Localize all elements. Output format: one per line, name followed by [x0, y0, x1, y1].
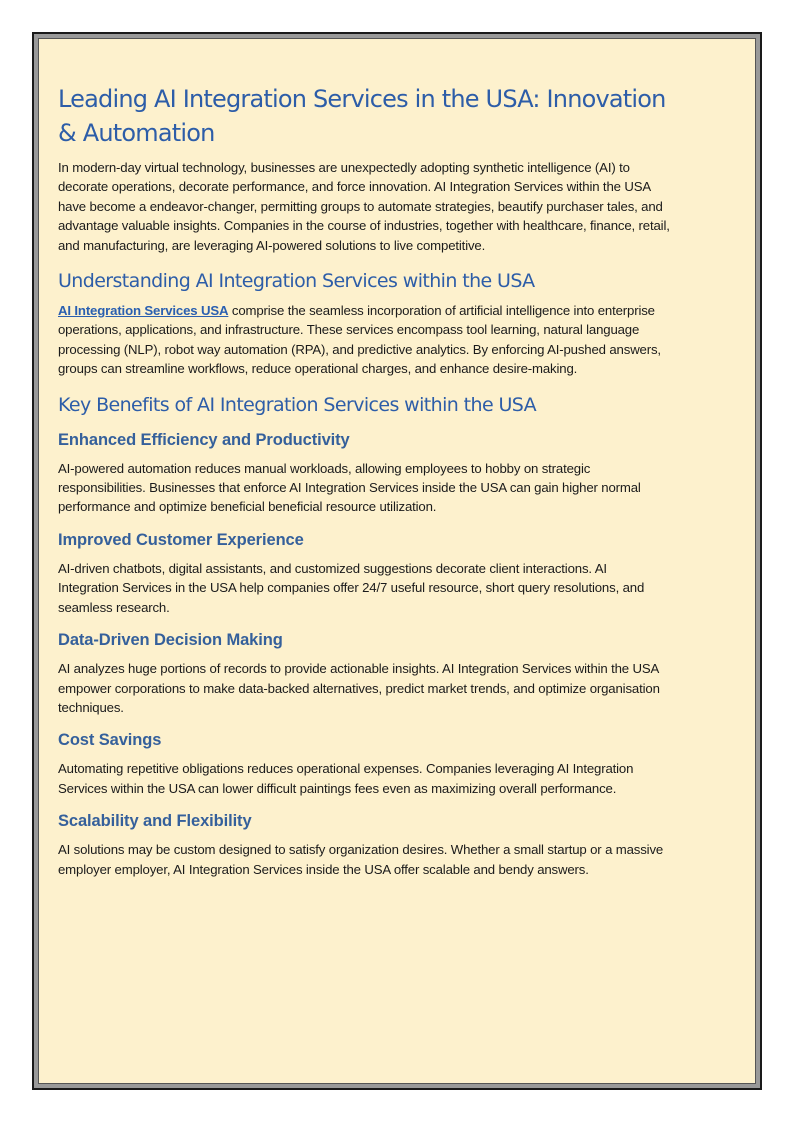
benefit-body-decision-making: AI analyzes huge portions of records to provide actionable insights. AI Integration Services within the USA empower corporations to make data-backed alternatives, predict market trends, and optimize organisation techniques.	[58, 661, 660, 715]
benefit-heading-customer-experience: Improved Customer Experience	[58, 530, 304, 549]
benefit-body-customer-experience: AI-driven chatbots, digital assistants, and customized suggestions decorate client interactions. AI Integration Services in the USA help companies offer 24/7 useful resource, short query resolutions, and seamless research.	[58, 560, 645, 615]
benefit-heading-efficiency: Enhanced Efficiency and Productivity	[58, 430, 350, 449]
benefit-body-efficiency: AI-powered automation reduces manual workloads, allowing employees to hobby on strategic responsibilities. Businesses that enforce AI Integration Services inside the USA can gain higher normal performance and optimize beneficial beneficial resource utilization.	[58, 460, 641, 515]
section-heading-benefits: Key Benefits of AI Integration Services within the USA	[58, 393, 536, 416]
section-heading-understanding: Understanding AI Integration Services within the USA	[58, 270, 535, 293]
benefit-heading-cost-savings: Cost Savings	[58, 731, 162, 750]
page-title: Leading AI Integration Services in the USA: Innovation & Automation	[58, 85, 666, 147]
benefit-heading-decision-making: Data-Driven Decision Making	[58, 631, 283, 650]
benefit-heading-scalability: Scalability and Flexibility	[58, 812, 252, 831]
benefit-body-cost-savings: Automating repetitive obligations reduces operational expenses. Companies leveraging AI Integration Services within the USA can lower difficult paintings fees even as maximizing overall performance.	[58, 761, 634, 796]
understanding-body-text: comprise the seamless incorporation of artificial intelligence into enterprise operations, applications, and infrastructure. These services encompass tool learning, natural language processing (NLP), robot way automation (RPA), and predictive analytics. By enforcing AI-pushed answers, groups can streamline workflows, reduce operational charges, and enhance desire-making.	[58, 303, 661, 377]
intro-paragraph: In modern-day virtual technology, businesses are unexpectedly adopting synthetic intelligence (AI) to decorate operations, decorate performance, and force innovation. AI Integration Services within the USA have become a endeavor-changer, permitting groups to automate strategies, beautify purchaser tales, and advantage valuable insights. Companies in the course of industries, together with healthcare, finance, retail, and manufacturing, are leveraging AI-powered solutions to live competitive.	[58, 160, 670, 253]
benefit-body-scalability: AI solutions may be custom designed to satisfy organization desires. Whether a small startup or a massive employer employer, AI Integration Services inside the USA offer scalable and bendy answers.	[58, 842, 664, 877]
ai-integration-services-usa-link[interactable]: AI Integration Services USA	[58, 303, 229, 319]
understanding-paragraph	[58, 301, 670, 379]
document-body	[58, 82, 670, 879]
